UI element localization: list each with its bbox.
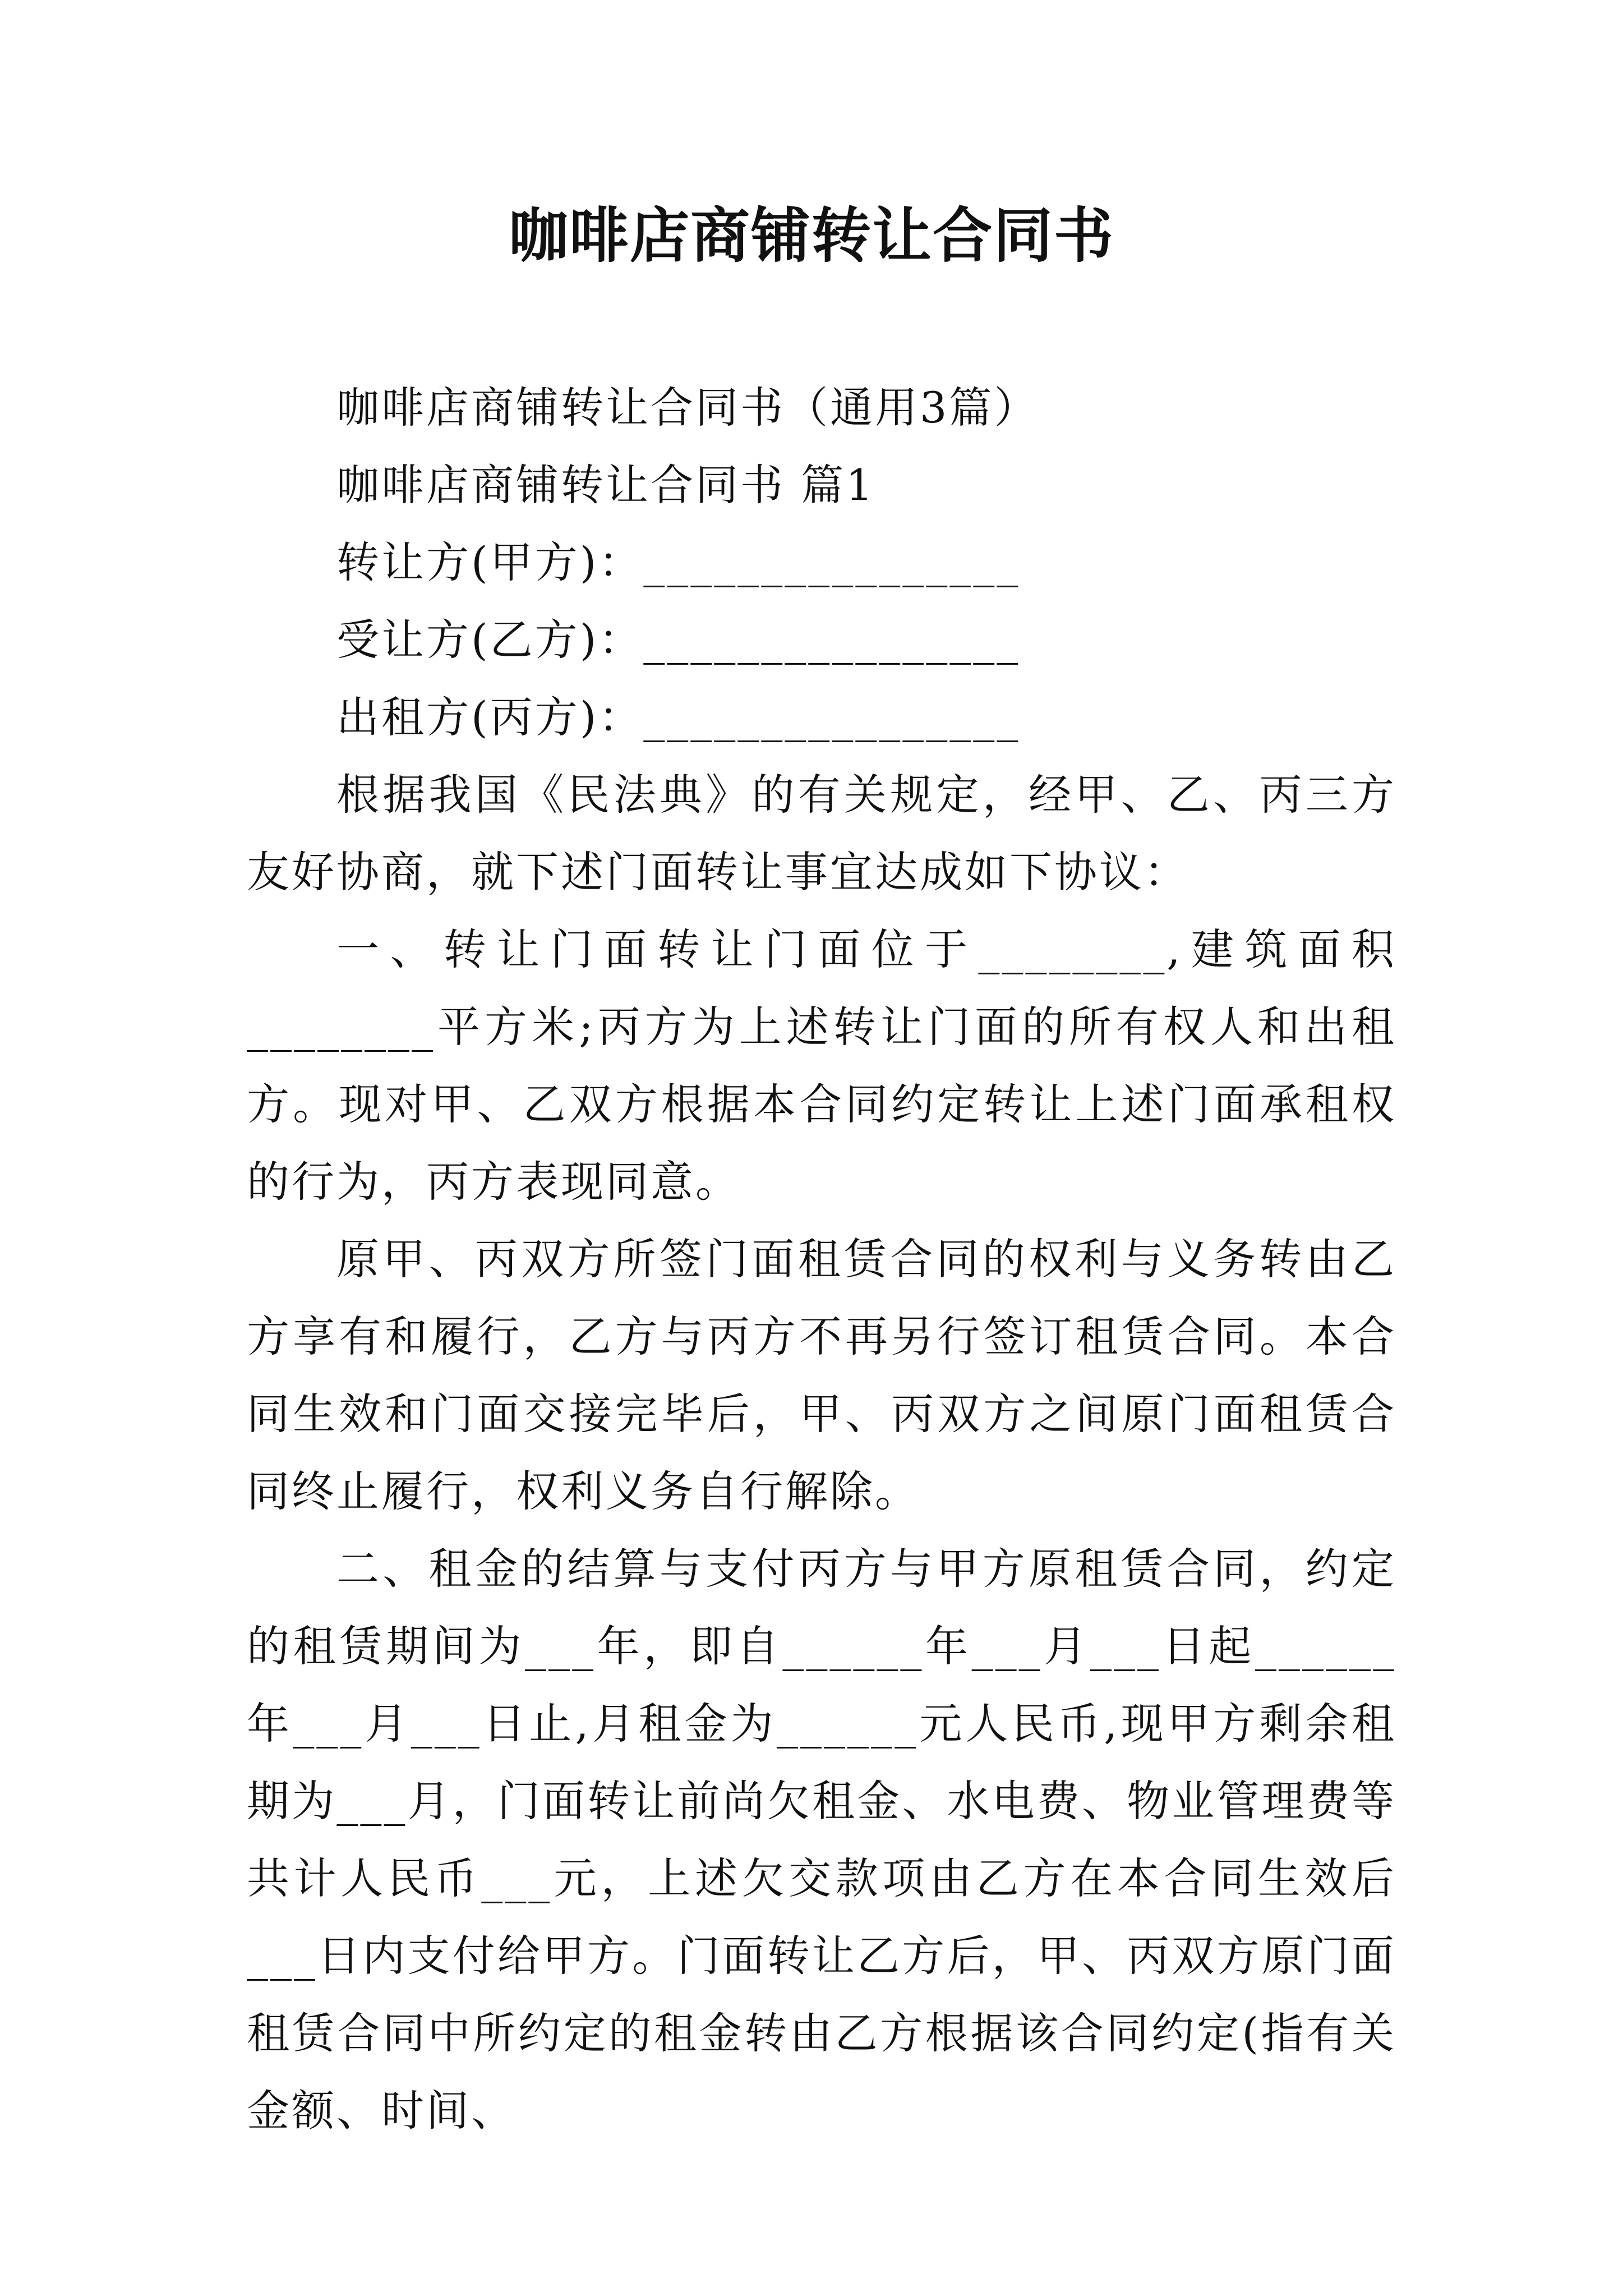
- party-a-line: 转让方(甲方)：________________: [336, 537, 1021, 587]
- clause-2-paragraph: 二、租金的结算与支付丙方与甲方原租赁合同，约定的租赁期间为___年，即自______年___月___日起______年___月___日止,月租金为______元人民币,现甲方剩余租期为___月，门面转让前尚欠租金、水电费、物业管理费等共计人民币___元，上述欠交款项由乙方在本合同生效后___日内支付给甲方。门面转让乙方后，甲、丙双方原门面租赁合同中所约定的租金转由乙方根据该合同约定(指有关金额、时间、: [247, 1544, 1396, 2136]
- clause-1-paragraph: 一、转让门面转让门面位于________,建筑面积________平方米;丙方为上述转让门面的所有权人和出租方。现对甲、乙双方根据本合同约定转让上述门面承租权的行为，丙方表现同意。: [247, 924, 1396, 1207]
- party-c-line: 出租方(丙方)：________________: [336, 692, 1021, 742]
- section-heading: 咖啡店商铺转让合同书 篇1: [336, 460, 875, 510]
- party-b-line: 受让方(乙方)：________________: [336, 615, 1021, 665]
- document-title: 咖啡店商铺转让合同书: [509, 200, 1114, 270]
- document-body: [247, 369, 1396, 2150]
- subtitle-paragraph: 咖啡店商铺转让合同书（通用3篇）: [336, 383, 1039, 432]
- preamble-paragraph: 根据我国《民法典》的有关规定，经甲、乙、丙三方友好协商，就下述门面转让事宜达成如下协议：: [247, 770, 1396, 897]
- clause-1-continuation-paragraph: 原甲、丙双方所签门面租赁合同的权利与义务转由乙方享有和履行，乙方与丙方不再另行签订租赁合同。本合同生效和门面交接完毕后，甲、丙双方之间原门面租赁合同终止履行，权利义务自行解除。: [247, 1234, 1396, 1516]
